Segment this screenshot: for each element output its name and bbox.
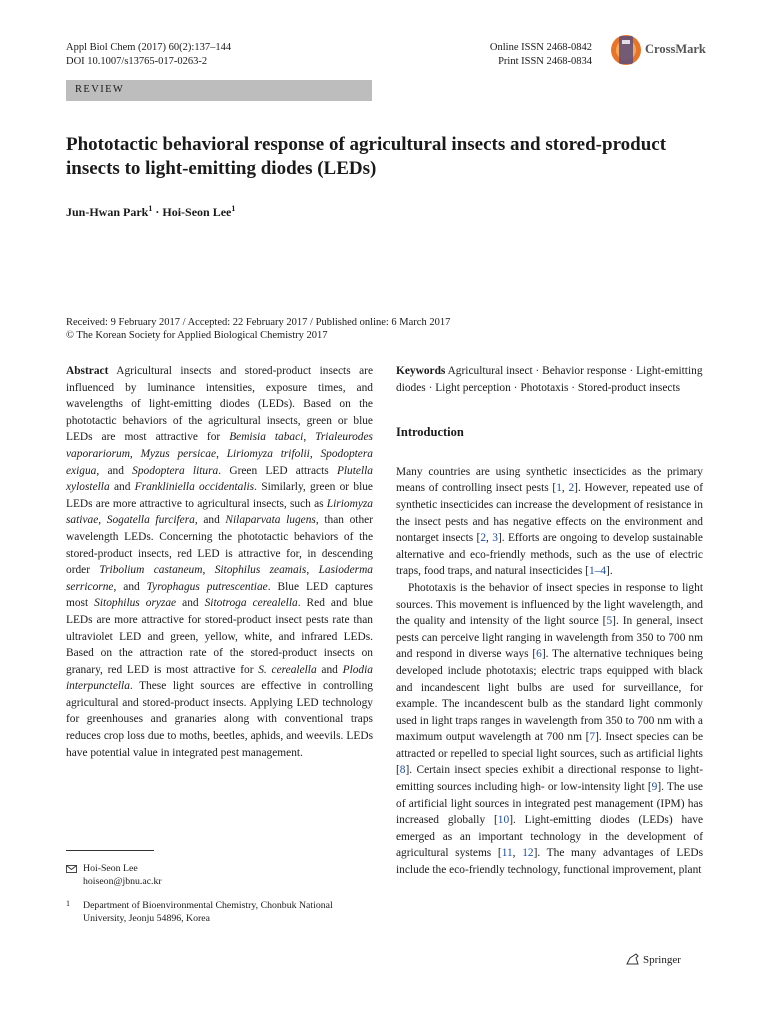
body-text: ]. The use of artificial light sources in integrated pest management (IPM) has increased globally [ xyxy=(396,781,703,827)
species-name: Spodoptera litura xyxy=(132,464,219,477)
crossmark-badge[interactable] xyxy=(610,30,710,70)
keywords-text: Agricultural insect · Behavior response · Light-emitting diodes · Light perception · Phototaxis · Stored-product insects xyxy=(396,365,703,394)
author-affiliation-mark: 1 xyxy=(148,204,153,213)
abstract-text: , xyxy=(303,431,316,444)
body-text: ]. The many advantages of LEDs include the eco-friendly technology, functional improvement, plant xyxy=(396,847,704,877)
body-text: ]. Insect species can be attracted or repelled to special light sources, such as artificial lights [ xyxy=(396,731,703,777)
abstract-text: , xyxy=(98,514,107,527)
citation-link[interactable]: 11 xyxy=(501,847,513,860)
citation-link[interactable]: 5 xyxy=(606,615,613,628)
author-list xyxy=(66,204,235,220)
abstract-label: Abstract xyxy=(66,365,109,377)
abstract-text: , and xyxy=(113,580,147,593)
species-name: Spodoptera exigua xyxy=(66,447,373,477)
affiliation-text: Department of Bioenvironmental Chemistry, Chonbuk National University, Jeonju 54896, Korea xyxy=(83,900,333,924)
abstract-text: , xyxy=(309,447,321,460)
species-name: Tyrophagus putrescentiae xyxy=(146,580,268,593)
corresponding-author xyxy=(66,862,373,888)
citation-link[interactable]: 1–4 xyxy=(588,565,607,578)
footnote-rule xyxy=(66,850,154,851)
journal-citation xyxy=(66,41,231,69)
section-heading-introduction: Introduction xyxy=(396,425,464,440)
introduction-paragraph xyxy=(396,580,703,879)
species-name: Liriomyza trifolii xyxy=(226,447,310,460)
abstract-text: and xyxy=(109,481,135,494)
envelope-icon xyxy=(66,865,77,873)
body-text: , xyxy=(561,482,569,495)
abstract xyxy=(66,363,373,761)
species-name: Bemisia tabaci xyxy=(229,431,304,444)
citation-link[interactable]: 10 xyxy=(497,814,510,827)
abstract-text: , xyxy=(202,564,215,577)
author-separator: · xyxy=(152,205,163,219)
article-type-bar xyxy=(66,80,372,101)
species-name: S. cerealella xyxy=(258,663,317,676)
species-name: Myzus persicae xyxy=(140,447,217,460)
abstract-text: and xyxy=(176,597,205,610)
copyright-line: © The Korean Society for Applied Biological Chemistry 2017 xyxy=(66,330,328,341)
species-name: Frankliniella occidentalis xyxy=(134,481,255,494)
springer-horse-icon xyxy=(626,953,640,965)
crossmark-icon xyxy=(610,30,642,70)
species-name: Sitophilus oryzae xyxy=(94,597,177,610)
abstract-text: . These light sources are effective in controlling agricultural and stored-product insects. Applying LED technology for greenhouses and granaries along with conventional traps reduces crop loss due to moths, beetles, aphids, and weevils. LEDs have potential value in integrated pest management. xyxy=(66,680,373,759)
species-name: Sitotroga cerealella xyxy=(204,597,298,610)
body-text: ]. Light-emitting diodes (LEDs) have emerged as an important technology in the development of agricultural systems [ xyxy=(396,814,703,860)
body-text: ]. Efforts are ongoing to develop sustainable alternative and eco-friendly methods, such as the use of electric traps, food traps, and natural insecticides [ xyxy=(396,532,703,578)
keywords-label: Keywords xyxy=(396,365,446,377)
body-text: , xyxy=(512,847,523,860)
affiliation xyxy=(66,899,373,925)
species-name: Plutella xylostella xyxy=(66,464,374,494)
citation-link[interactable]: 12 xyxy=(522,847,534,860)
keywords xyxy=(396,363,703,396)
abstract-text: , xyxy=(216,447,227,460)
citation-link[interactable]: 3 xyxy=(492,532,498,545)
publisher-logo xyxy=(626,953,681,966)
species-name: Sitophilus zeamais xyxy=(214,564,307,577)
body-text: ]. However, repeated use of synthetic insecticides can increase the development of resistance in the insect pests and has negative effects on the environment and nontarget insects [ xyxy=(396,482,703,545)
abstract-text: . Similarly, green or blue LEDs are more attractive to agricultural insects, such as xyxy=(66,481,373,510)
online-issn: Online ISSN 2468-0842 xyxy=(489,42,592,53)
abstract-text: , xyxy=(306,564,319,577)
abstract-text: , xyxy=(129,447,141,460)
body-text: ]. In general, insect pests can perceive light ranging in wavelength from 350 to 700 nm and respond in diverse ways [ xyxy=(396,615,703,661)
corresponding-author-email[interactable]: hoiseon@jbnu.ac.kr xyxy=(83,876,162,887)
article-type-label: REVIEW xyxy=(75,84,125,95)
author-affiliation-mark: 1 xyxy=(231,204,236,213)
right-column xyxy=(396,363,703,879)
introduction-paragraph xyxy=(396,464,703,580)
citation-link[interactable]: 2 xyxy=(480,532,487,545)
abstract-text: . Red and blue LEDs are more attractive for stored-product insect pests rate than ultraviolet LED and green, yellow, white, and infrared LEDs. Based on the attraction rate of the stored-product insects on granary, red LED is most attractive for xyxy=(66,597,373,676)
species-name: Liriomyza sativae xyxy=(66,497,373,527)
crossmark-label: CrossMark xyxy=(645,42,706,56)
citation-link[interactable]: 7 xyxy=(589,731,596,744)
corresponding-author-name: Hoi-Seon Lee xyxy=(83,863,138,874)
citation-link[interactable]: 1 xyxy=(556,482,562,495)
history-line: Received: 9 February 2017 / Accepted: 22 February 2017 / Published online: 6 March 2017 xyxy=(66,317,451,328)
journal-line: Appl Biol Chem (2017) 60(2):137–144 xyxy=(66,42,232,53)
citation-link[interactable]: 9 xyxy=(651,781,658,794)
species-name: Tribolium castaneum xyxy=(99,564,203,577)
species-name: Nilaparvata lugens xyxy=(225,514,316,527)
species-name: Sogatella furcifera xyxy=(106,514,195,527)
citation-link[interactable]: 6 xyxy=(536,648,542,661)
abstract-text: . Green LED attracts xyxy=(218,464,337,477)
print-issn: Print ISSN 2468-0834 xyxy=(498,56,592,67)
citation-link[interactable]: 8 xyxy=(399,764,406,777)
abstract-text: and xyxy=(316,663,343,676)
issn-block xyxy=(470,41,592,69)
affiliation-number: 1 xyxy=(66,899,70,908)
body-text: ]. The alternative techniques being developed include phototaxis; electric traps equipped with black and incandescent light bulbs are used for surveillance, for example. The incandescent bulb as the standard light commonly used in light traps ranges in wavelength from 350 to 700 nm with a maximum output wavelength at 700 nm [ xyxy=(396,648,703,744)
body-text: , xyxy=(486,532,493,545)
doi-line: DOI 10.1007/s13765-017-0263-2 xyxy=(66,56,208,67)
abstract-text: Agricultural insects and stored-product insects are influenced by luminance intensities, exposure times, and wavelengths of light-emitting diodes (LEDs). Based on the phototactic behaviors of the agricultural insects, green or blue LEDs are most attractive for xyxy=(66,365,373,444)
body-text: ]. xyxy=(606,565,613,578)
publisher-name: Springer xyxy=(643,954,681,966)
species-name: Trialeurodes vaporariorum xyxy=(66,431,373,460)
abstract-text: , than other wavelength LEDs. Concerning the phototactic behaviors of the stored-product insects, red LED is attractive for, in descending order xyxy=(66,514,373,577)
body-text: Phototaxis is the behavior of insect species in response to light sources. This movement is influenced by the light wavelength, and the quality and intensity of the light source [ xyxy=(396,581,703,628)
species-name: Lasioderma serricorne xyxy=(66,564,374,593)
species-name: Plodia interpunctella xyxy=(66,663,373,693)
article-title: Phototactic behavioral response of agricultural insects and stored-product insects to light-emitting diodes (LEDs) xyxy=(66,134,667,179)
body-text: Many countries are using synthetic insecticides as the primary means of controlling insect pests [ xyxy=(396,465,703,495)
abstract-text: , and xyxy=(194,514,226,527)
citation-link[interactable]: 2 xyxy=(568,482,575,495)
abstract-text: , and xyxy=(96,464,133,477)
body-text: ]. Certain insect species exhibit a directional response to light-emitting sources including high- or low-intensity light [ xyxy=(396,764,703,794)
author-name[interactable]: Jun-Hwan Park xyxy=(66,205,149,219)
abstract-text: . Blue LED captures most xyxy=(66,580,373,610)
article-dates xyxy=(66,316,706,342)
author-name[interactable]: Hoi-Seon Lee xyxy=(162,205,232,219)
